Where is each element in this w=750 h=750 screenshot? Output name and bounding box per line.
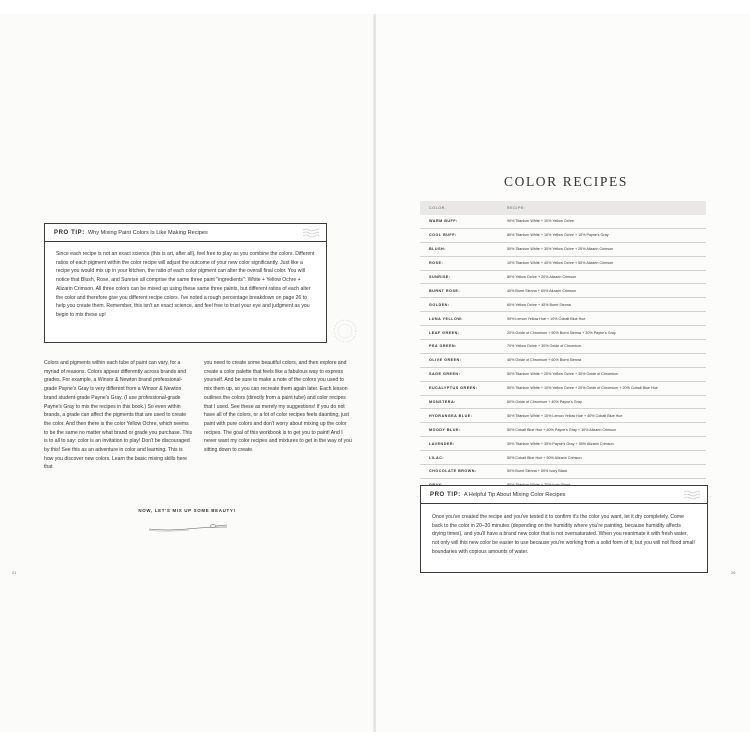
color-name: LEAF GREEN: bbox=[429, 330, 460, 335]
pro-tip-header bbox=[45, 224, 326, 242]
color-recipes-table bbox=[420, 201, 706, 493]
table-row bbox=[420, 326, 706, 340]
color-name: GOLDEN: bbox=[429, 302, 450, 307]
table-row bbox=[420, 229, 706, 243]
color-name: MONSTERA: bbox=[429, 400, 456, 405]
color-name: BLUSH: bbox=[429, 247, 446, 252]
page-number: 21 bbox=[12, 570, 17, 575]
pro-tip-title: Why Mixing Paint Colors Is Like Making Recipes bbox=[87, 229, 208, 236]
table-row bbox=[420, 298, 706, 312]
color-recipe: 50% Titanium White + 10% Yellow Ochre + 20% Oxide of Chromium + 20% Cobalt Blue Hue bbox=[507, 386, 658, 391]
table-row bbox=[420, 340, 706, 354]
color-name: BURNT ROSE: bbox=[429, 288, 461, 293]
right-page bbox=[376, 14, 750, 732]
pro-tip-header-right bbox=[421, 486, 707, 504]
color-name: LAVENDER: bbox=[429, 441, 455, 446]
table-row bbox=[420, 257, 706, 271]
color-name: SUNRISE: bbox=[429, 275, 451, 279]
table-rows bbox=[420, 215, 706, 493]
table-row bbox=[420, 437, 706, 451]
table-row bbox=[420, 243, 706, 257]
color-recipe: 50% Titanium White + 20% Yellow Ochre + 30% Oxide of Chromium bbox=[507, 372, 619, 377]
table-row bbox=[420, 423, 706, 437]
color-recipe: 80% Titanium White + 10% Yellow Ochre + 10% Payne's Gray bbox=[507, 233, 609, 238]
color-name: COOL BUFF: bbox=[429, 233, 457, 238]
color-name: LILAC: bbox=[429, 455, 445, 460]
pro-tip-box-right bbox=[420, 485, 708, 573]
color-recipe: 60% Yellow Ochre + 40% Burnt Sienna bbox=[507, 302, 571, 307]
wave-lines-icon bbox=[302, 227, 320, 238]
color-recipe: 50% Titanium White + 30% Yellow Ochre + 20% Alizarin Crimson bbox=[507, 247, 614, 252]
left-page bbox=[0, 14, 374, 732]
color-column-header: COLOR: bbox=[429, 206, 447, 210]
table-row bbox=[420, 396, 706, 410]
color-recipe: 30% Titanium White + 35% Payne's Gray + 35% Alizarin Crimson bbox=[507, 441, 614, 446]
pro-tip-label: PRO TIP: bbox=[54, 229, 85, 236]
book-spread bbox=[0, 14, 750, 732]
color-recipe: 40% Oxide of Chromium + 60% Burnt Sienna bbox=[507, 358, 582, 363]
color-recipe: 50% Burnt Sienna + 50% Ivory Black bbox=[507, 469, 568, 474]
page-number: 26 bbox=[731, 570, 736, 575]
table-row bbox=[420, 354, 706, 368]
table-row bbox=[420, 284, 706, 298]
color-recipe: 90% Lemon Yellow Hue + 10% Cobalt Blue Hue bbox=[507, 316, 586, 321]
color-name: EUCALYPTUS GREEN: bbox=[429, 386, 478, 391]
mix-heading: NOW, LET'S MIX UP SOME BEAUTY! bbox=[138, 508, 236, 513]
color-name: MOODY BLUE: bbox=[429, 427, 461, 432]
wave-lines-icon bbox=[683, 489, 701, 500]
pro-tip-box bbox=[44, 223, 327, 343]
color-name: WARM BUFF: bbox=[429, 219, 458, 224]
table-row bbox=[420, 451, 706, 465]
table-row bbox=[420, 271, 706, 285]
color-recipe: 50% Titanium White + 10% Lemon Yellow Hue + 40% Cobalt Blue Hue bbox=[507, 413, 623, 418]
page-title: COLOR RECIPES bbox=[504, 174, 628, 189]
table-row bbox=[420, 312, 706, 326]
dotted-circle-stamp-icon bbox=[331, 317, 359, 345]
pro-tip-title-right: A Helpful Tip About Mixing Color Recipes bbox=[463, 491, 566, 498]
pro-tip-body: Since each recipe is not an exact science (this is art, after all), feel free to play as you combine the colors. Different ratios of each pigment within the color recipe will adjust the outcome of your new color significantly. Just like a recipe you would mix up in your kitchen, the ratio of each color pigment can alter the overall final color. You will notice that Blush, Rose, and Sunrise all comprise the same three paint "ingredients": White + Yellow Ochre + Alizarin Crimson. All three colors can be mixed up using these same three paints, but different ratios of each alter the color and therefore give you different recipe colors. I've noted a rough percentage breakdown on page 26 to help you create them. Remember, this isn't an exact science, and feel free to trust your eye and judgment as you begin to mix these up! bbox=[56, 251, 315, 318]
body-column-right: you need to create some beautiful colors, and then explore and create a color palette that feels like a fabulous way to express yourself. And be sure to make a note of the colors you used to mix them up, so you can recreate them again later. Each lesson outlines the colors (directly from a paint tube) and color recipes that I used. See these as merely my suggestions! If you do not have all of the colors, or a lot of color recipes feels daunting, just paint with pure colors and don't worry about mixing up the color recipes. The goal of this workbook is to get you to paint! And I never want my color recipes and mixtures to get in the way of you sitting down to create. bbox=[204, 360, 352, 454]
color-name: HYDRANGEA BLUE: bbox=[429, 413, 473, 418]
pro-tip-body-right: Once you've created the recipe and you've tested it to confirm it's the color you want, let it dry completely. Come back to the color in 20–30 minutes (depending on the humidity where you're painting, because humidity affects drying times), and you'll have a brand new color that is not oversaturated. When you reanimate it with fresh water, not only will this new color be easier to use because you're working from a solid form of it, but you will not flood small boundaries with copious amounts of water. bbox=[432, 514, 695, 555]
body-column-left: Colors and pigments within each tube of paint can vary, for a myriad of reasons. Colors appear differently across brands and grades. For example, a Winsor & Newton brand professional-grade Payne's Gray is very different from a Winsor & Newton brand student-grade Payne's Gray. (I use professional-grade Payne's Gray to mix the recipes in this book.) So even within brands, a grade can affect the pigments that are used to create the color. And then there is the color Yellow Ochre, which seems to be the same no matter what brand or grade you purchase. This is to all to say: color is an invitation to play! Don't be discouraged by this! See this as an adventure in color and learning. This is how you discover new colors. Learn the basic mixing skills here that bbox=[44, 360, 192, 471]
color-name: PEA GREEN: bbox=[429, 344, 457, 349]
table-header bbox=[420, 201, 706, 215]
pro-tip-label-right: PRO TIP: bbox=[430, 491, 461, 498]
color-name: CHOCOLATE BROWN: bbox=[429, 469, 477, 474]
color-recipe: 80% Yellow Ochre + 20% Alizarin Crimson bbox=[507, 275, 577, 279]
color-name: OLIVE GREEN: bbox=[429, 358, 462, 363]
color-recipe: 50% Cobalt Blue Hue + 40% Payne's Gray + 10% Alizarin Crimson bbox=[507, 427, 617, 432]
table-row bbox=[420, 368, 706, 382]
color-recipe: 60% Oxide of Chromium + 40% Payne's Gray bbox=[507, 400, 582, 405]
recipe-column-header: RECIPE: bbox=[507, 206, 526, 210]
color-recipe: 50% Cobalt Blue Hue + 50% Alizarin Crimson bbox=[507, 455, 582, 460]
color-name: LUNA YELLOW: bbox=[429, 316, 463, 321]
table-row bbox=[420, 382, 706, 396]
paintbrush-icon bbox=[147, 520, 229, 534]
color-recipe: 70% Yellow Ochre + 30% Oxide of Chromium bbox=[507, 344, 582, 349]
color-recipe: 20% Oxide of Chromium + 50% Burnt Sienna + 30% Payne's Gray bbox=[507, 330, 616, 335]
table-row bbox=[420, 215, 706, 229]
table-row bbox=[420, 409, 706, 423]
color-recipe: 90% Titanium White + 10% Yellow Ochre bbox=[507, 219, 574, 224]
color-recipe: 40% Burnt Sienna + 60% Alizarin Crimson bbox=[507, 288, 576, 293]
color-name: SAGE GREEN: bbox=[429, 372, 461, 377]
color-name: ROSE: bbox=[429, 261, 444, 266]
table-row bbox=[420, 465, 706, 479]
color-recipe: 10% Titanium White + 40% Yellow Ochre + 50% Alizarin Crimson bbox=[507, 261, 614, 266]
